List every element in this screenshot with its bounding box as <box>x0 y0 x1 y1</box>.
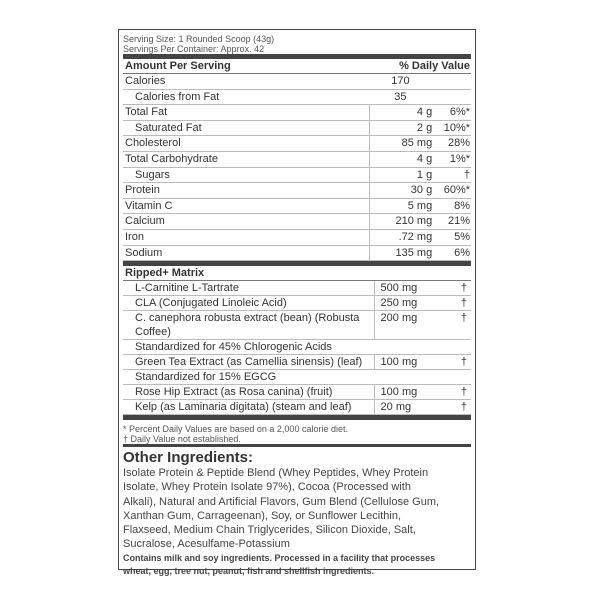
other-line: Isolate, Whey Protein Isolate 97%), Cocoa (Processed with <box>123 481 411 494</box>
divider-thick-3 <box>123 415 471 420</box>
matrix-row <box>123 311 471 340</box>
matrix-row <box>123 340 471 355</box>
nutrient-name: Sugars <box>135 168 170 181</box>
matrix-item-amount: 250 mg <box>380 297 418 310</box>
matrix-item-name <box>123 355 375 369</box>
matrix-item-name <box>123 311 375 339</box>
matrix-row <box>123 355 471 370</box>
divider-medium <box>123 444 471 447</box>
nutrient-row <box>123 121 471 137</box>
nutrient-dv: 10%* <box>443 121 470 134</box>
nutrition-inner <box>123 30 471 578</box>
nutrient-name: Vitamin C <box>125 199 173 212</box>
nutrient-row <box>123 152 471 168</box>
matrix-item-dv: † <box>460 356 467 369</box>
nutrient-dv: 1%* <box>449 152 471 165</box>
matrix-item-name <box>123 400 375 414</box>
contains-line: Contains milk and soy ingredients. Processed in a facility that processes <box>123 553 436 564</box>
footnote-percent: * Percent Daily Values are based on a 2,000 calorie diet. <box>123 424 348 435</box>
other-line: Flaxseed, Medium Chain Triglycerides, Silicon Dioxide, Salt, <box>123 523 416 536</box>
nutrient-name: Cholesterol <box>125 137 181 150</box>
calories-label: Calories <box>125 75 166 87</box>
nutrient-amount: 1 g <box>369 168 435 183</box>
calories-fat-row <box>123 90 471 106</box>
nutrient-amount: 4 g <box>369 152 435 167</box>
matrix-item-amount: 500 mg <box>380 282 418 295</box>
nutrient-amount: 4 g <box>369 105 435 120</box>
nutrient-amount: 5 mg <box>369 199 435 214</box>
nutrient-name: Total Fat <box>125 106 168 119</box>
matrix-item-name <box>123 385 375 399</box>
matrix-row <box>123 296 471 311</box>
calories-row <box>123 74 471 90</box>
matrix-item-name-line: Standardized for 15% EGCG <box>135 371 277 384</box>
matrix-rows <box>123 281 471 415</box>
calories-value: 170 <box>391 75 410 87</box>
other-line: Alkali), Natural and Artificial Flavors, Gum Blend (Cellulose Gum, <box>123 495 440 508</box>
nutrient-amount: .72 mg <box>369 230 435 245</box>
nutrition-panel <box>118 29 476 577</box>
servings-per-container: Servings Per Container: Approx. 42 <box>123 44 265 54</box>
nutrient-row <box>123 230 471 246</box>
amount-header-row <box>123 59 471 74</box>
matrix-row <box>123 400 471 415</box>
nutrient-dv: 28% <box>447 137 471 150</box>
matrix-item-dv: † <box>460 312 467 325</box>
footnote-dagger: † Daily Value not established. <box>123 434 241 445</box>
nutrient-amount: 2 g <box>369 121 435 136</box>
nutrient-row <box>123 168 471 184</box>
serving-info <box>123 30 471 54</box>
matrix-item-name <box>123 370 471 384</box>
matrix-item-dv: † <box>460 386 467 399</box>
nutrient-row <box>123 214 471 230</box>
matrix-item-name-line: Coffee) <box>135 326 171 339</box>
nutrient-dv: 8% <box>454 199 471 212</box>
matrix-row <box>123 385 471 400</box>
nutrient-row <box>123 136 471 152</box>
matrix-item-amount: 200 mg <box>380 312 418 325</box>
matrix-row <box>123 281 471 296</box>
matrix-item-name-line: Standardized for 45% Chlorogenic Acids <box>135 341 332 354</box>
nutrient-row <box>123 199 471 215</box>
amount-per-serving-label: Amount Per Serving <box>125 60 231 72</box>
matrix-item-name-line: CLA (Conjugated Linoleic Acid) <box>135 297 287 310</box>
matrix-item-name <box>123 281 375 295</box>
calories-fat-value: 35 <box>394 90 407 103</box>
matrix-item-name-line: Rose Hip Extract (as Rosa canina) (fruit) <box>135 386 333 399</box>
other-ingredients-text <box>123 466 471 551</box>
nutrient-name: Protein <box>125 184 160 197</box>
nutrient-dv: 60%* <box>443 184 471 197</box>
nutrient-row <box>123 183 471 199</box>
matrix-item-dv: † <box>460 401 467 414</box>
nutrient-amount: 210 mg <box>369 214 435 229</box>
matrix-item-dv: † <box>460 297 467 310</box>
nutrient-dv: 6%* <box>449 106 471 119</box>
nutrient-dv: 21% <box>447 215 471 228</box>
other-line: Sucralose, Acesulfame-Potassium <box>123 538 290 551</box>
contains-line: wheat, egg, tree nut, peanut, fish and shellfish ingredients. <box>123 566 375 577</box>
nutrient-name: Saturated Fat <box>135 121 202 134</box>
other-ingredients-title: Other Ingredients: <box>123 449 254 467</box>
matrix-item-name-line: L-Carnitine L-Tartrate <box>135 282 239 295</box>
matrix-item-name <box>123 296 375 310</box>
nutrient-amount: 135 mg <box>369 246 435 261</box>
nutrient-name: Calcium <box>125 215 165 228</box>
nutrient-rows <box>123 105 471 261</box>
nutrient-row <box>123 105 471 121</box>
footnotes <box>123 424 471 444</box>
calories-fat-dv-empty <box>434 90 471 105</box>
other-line: Xanthan Gum, Carrageenan), Soy, or Sunflower Lecithin, <box>123 509 402 522</box>
nutrient-amount: 30 g <box>369 183 435 198</box>
matrix-item-amount: 100 mg <box>380 356 418 369</box>
calories-dv-empty <box>434 74 471 89</box>
serving-size: Serving Size: 1 Rounded Scoop (43g) <box>123 34 275 44</box>
nutrient-dv: 6% <box>454 246 471 259</box>
matrix-title: Ripped+ Matrix <box>123 266 471 281</box>
matrix-item-name-line: Kelp (as Laminaria digitata) (steam and leaf) <box>135 401 352 414</box>
nutrient-dv: 5% <box>454 230 471 243</box>
nutrient-dv: † <box>463 168 470 181</box>
nutrient-name: Iron <box>125 230 144 243</box>
allergen-statement <box>123 552 471 578</box>
matrix-item-name-line: Green Tea Extract (as Camellia sinensis) (leaf) <box>135 356 363 369</box>
nutrient-name: Total Carbohydrate <box>125 152 218 165</box>
matrix-item-name-line: C. canephora robusta extract (bean) (Robusta <box>135 312 360 325</box>
nutrient-row <box>123 246 471 262</box>
matrix-item-amount: 20 mg <box>380 401 412 414</box>
nutrient-name: Sodium <box>125 246 163 259</box>
matrix-row <box>123 370 471 385</box>
matrix-item-name <box>123 340 471 354</box>
calories-fat-label: Calories from Fat <box>135 90 220 103</box>
other-line: Isolate Protein & Peptide Blend (Whey Peptides, Whey Protein <box>123 467 429 480</box>
matrix-item-amount: 100 mg <box>380 386 418 399</box>
daily-value-label: % Daily Value <box>399 60 470 72</box>
nutrient-amount: 85 mg <box>369 136 435 151</box>
matrix-item-dv: † <box>460 282 467 295</box>
